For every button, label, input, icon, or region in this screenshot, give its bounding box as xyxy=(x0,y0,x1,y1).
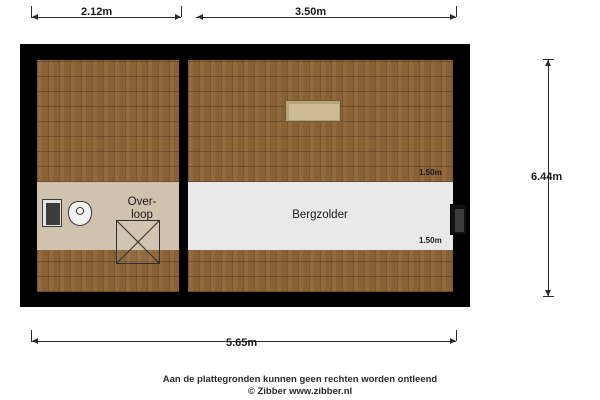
skylight-opening xyxy=(285,100,341,122)
room-label-overloop xyxy=(112,196,172,222)
right-tick-bottom xyxy=(543,296,554,297)
top-tick-right xyxy=(456,6,457,17)
bottom-arrow-left xyxy=(32,338,38,344)
dimension-top-right: 3.50m xyxy=(295,6,327,18)
toilet-seat-detail-icon xyxy=(76,207,84,215)
bottom-tick-right xyxy=(456,330,457,341)
footer-disclaimer: Aan de plattegronden kunnen geen rechten worden ontleend xyxy=(162,374,438,385)
top-tick-middle xyxy=(181,6,182,17)
room-label-overloop-line2: loop xyxy=(131,209,153,221)
dimension-right-total: 6.44m xyxy=(531,171,563,183)
right-arrow-top xyxy=(545,60,551,66)
inner-dim-lower: 1.50m xyxy=(419,236,442,245)
window-pane xyxy=(455,209,464,232)
inner-dim-upper: 1.50m xyxy=(419,168,442,177)
room-label-overloop-line1: Over- xyxy=(127,196,157,208)
stair-hatch xyxy=(116,220,160,264)
window-right-wall xyxy=(450,204,467,235)
top-left-arrow-start xyxy=(32,14,38,20)
hatch-cross-icon xyxy=(117,221,159,263)
partition-wall-vertical xyxy=(179,60,188,292)
toilet-tank xyxy=(42,199,62,227)
room-label-bergzolder: Bergzolder xyxy=(292,209,348,221)
dimension-bottom-total: 5.65m xyxy=(226,337,258,349)
floorplan-outline xyxy=(20,44,470,307)
footer-copyright: © Zibber www.zibber.nl xyxy=(247,386,353,397)
top-right-arrow-start xyxy=(197,14,203,20)
right-lower-roof-area xyxy=(188,250,453,292)
dimension-top-left: 2.12m xyxy=(81,6,113,18)
skylight-pane xyxy=(289,104,339,120)
left-upper-roof-area xyxy=(37,60,179,182)
